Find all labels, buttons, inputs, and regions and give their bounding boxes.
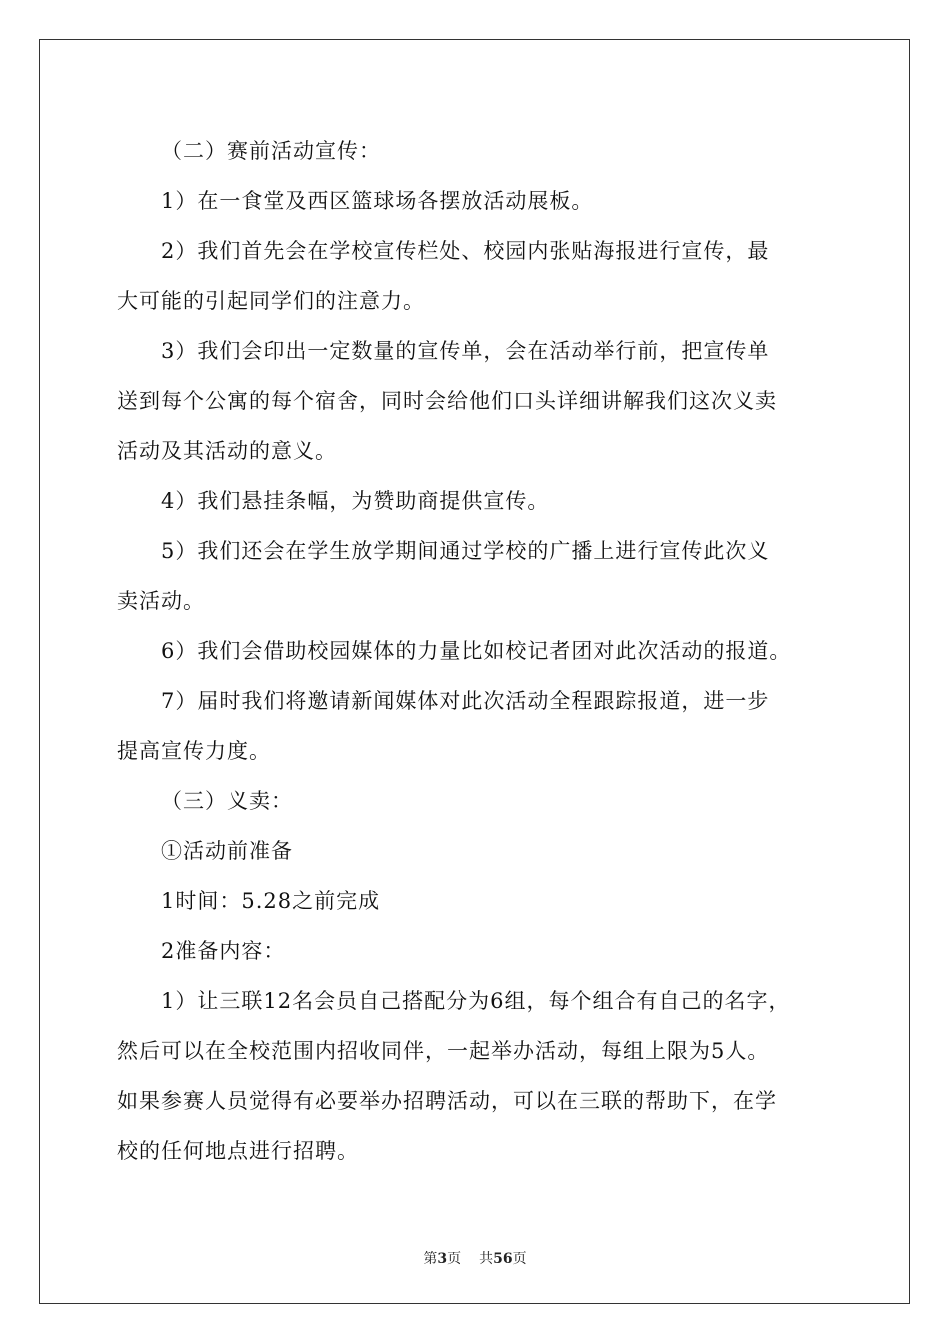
line-5: 3）我们会印出一定数量的宣传单，会在活动举行前，把宣传单 — [161, 339, 770, 363]
page-suffix: 页 — [447, 1251, 462, 1267]
line-16: 1时间：5.28之前完成 — [161, 889, 381, 913]
line-8: 4）我们悬挂条幅，为赞助商提供宣传。 — [161, 489, 550, 513]
line-11: 6）我们会借助校园媒体的力量比如校记者团对此次活动的报道。 — [161, 639, 792, 663]
total-pages: 56 — [493, 1251, 513, 1267]
page-prefix: 第 — [423, 1251, 438, 1267]
line-15: ①活动前准备 — [161, 839, 293, 863]
line-3: 2）我们首先会在学校宣传栏处、校园内张贴海报进行宣传，最 — [161, 239, 770, 263]
line-7: 活动及其活动的意义。 — [117, 439, 337, 463]
line-21: 校的任何地点进行招聘。 — [117, 1139, 359, 1163]
line-19: 然后可以在全校范围内招收同伴，一起举办活动，每组上限为5人。 — [117, 1039, 770, 1063]
line-20: 如果参赛人员觉得有必要举办招聘活动，可以在三联的帮助下，在学 — [117, 1089, 777, 1113]
total-suffix: 页 — [512, 1251, 527, 1267]
line-12: 7）届时我们将邀请新闻媒体对此次活动全程跟踪报道，进一步 — [161, 689, 770, 713]
page-number: 3 — [437, 1251, 448, 1267]
line-4: 大可能的引起同学们的注意力。 — [117, 289, 425, 313]
total-prefix: 共 — [479, 1251, 494, 1267]
line-1: （二）赛前活动宣传： — [161, 139, 381, 163]
line-10: 卖活动。 — [117, 589, 205, 613]
line-9: 5）我们还会在学生放学期间通过学校的广播上进行宣传此次义 — [161, 539, 770, 563]
line-17: 2准备内容： — [161, 939, 286, 963]
line-18: 1）让三联12名会员自己搭配分为6组，每个组合有自己的名字， — [161, 989, 791, 1013]
line-14: （三）义卖： — [161, 789, 293, 813]
line-6: 送到每个公寓的每个宿舍，同时会给他们口头详细讲解我们这次义卖 — [117, 389, 777, 413]
line-2: 1）在一食堂及西区篮球场各摆放活动展板。 — [161, 189, 594, 213]
page-footer — [0, 1248, 950, 1268]
line-13: 提高宣传力度。 — [117, 739, 271, 763]
document-body — [117, 126, 837, 1176]
